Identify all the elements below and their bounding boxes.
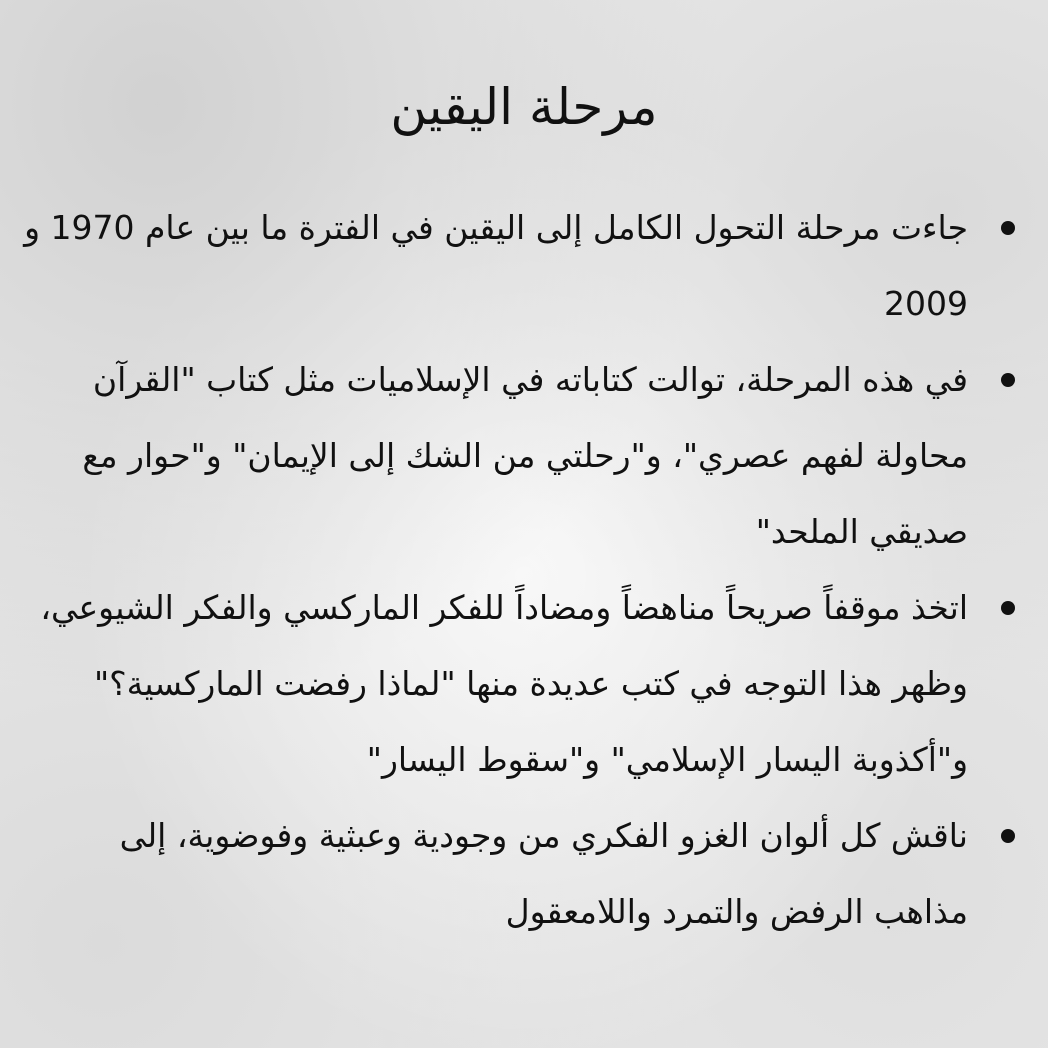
bullet-text: ناقش كل ألوان الغزو الفكري من وجودية وعبثية وفوضوية، إلى مذاهب الرفض والتمرد واللامعقول: [119, 816, 968, 931]
bullet-dot-icon: [1001, 221, 1015, 235]
bullet-dot-icon: [1001, 373, 1015, 387]
bullet-item: [0, 190, 1048, 342]
bullet-item: [0, 342, 1048, 570]
bullet-item: [0, 798, 1048, 950]
bullet-text: اتخذ موقفاً صريحاً مناهضاً ومضاداً للفكر الماركسي والفكر الشيوعي، وظهر هذا التوجه في كتب عديدة منها "لماذا رفضت الماركسية؟" و"أكذوبة اليسار الإسلامي" و"سقوط اليسار": [40, 588, 968, 779]
bullet-text: في هذه المرحلة، توالت كتاباته في الإسلاميات مثل كتاب "القرآن محاولة لفهم عصري"، و"رحلتي من الشك إلى الإيمان" و"حوار مع صديقي الملحد": [82, 360, 968, 551]
slide-title: مرحلة اليقين: [390, 78, 658, 136]
bullet-list: [0, 190, 1048, 950]
bullet-dot-icon: [1001, 829, 1015, 843]
bullet-text: جاءت مرحلة التحول الكامل إلى اليقين في الفترة ما بين عام 1970 و 2009: [24, 208, 968, 323]
bullet-dot-icon: [1001, 601, 1015, 615]
bullet-item: [0, 570, 1048, 798]
